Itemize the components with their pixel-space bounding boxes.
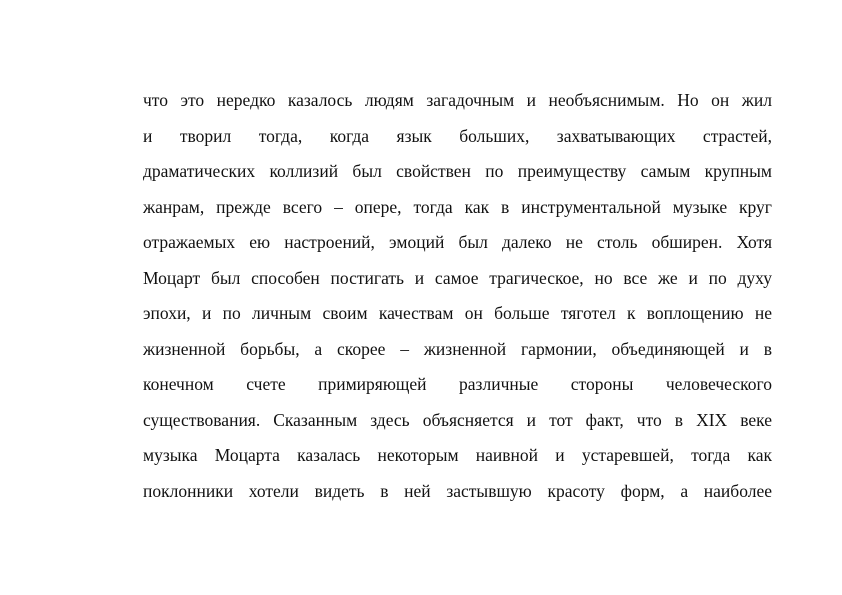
text-line: существования. Сказанным здесь объясняется и тот факт, что в XIX веке: [143, 409, 772, 430]
text-line: жизненной борьбы, а скорее – жизненной гармонии, объединяющей и в: [143, 338, 772, 359]
text-line: и творил тогда, когда язык больших, захватывающих страстей,: [143, 125, 772, 146]
text-line: поклонники хотели видеть в ней застывшую красоту форм, а наиболее: [143, 480, 772, 501]
text-line: конечном счете примиряющей различные стороны человеческого: [143, 374, 772, 394]
text-line: музыка Моцарта казалась некоторым наивной и устаревшей, тогда как: [143, 445, 772, 465]
text-line: драматических коллизий был свойствен по преимуществу самым крупным: [143, 161, 772, 181]
text-line: жанрам, прежде всего – опере, тогда как в инструментальной музыке круг: [143, 196, 772, 217]
text-line: Моцарт был способен постигать и самое трагическое, но все же и по духу: [143, 267, 772, 288]
text-line: эпохи, и по личным своим качествам он больше тяготел к воплощению не: [143, 303, 772, 323]
text-line: отражаемых ею настроений, эмоций был далеко не столь обширен. Хотя: [143, 232, 772, 252]
body-text: [143, 86, 772, 512]
text-line: что это нередко казалось людям загадочным и необъяснимым. Но он жил: [143, 90, 772, 110]
